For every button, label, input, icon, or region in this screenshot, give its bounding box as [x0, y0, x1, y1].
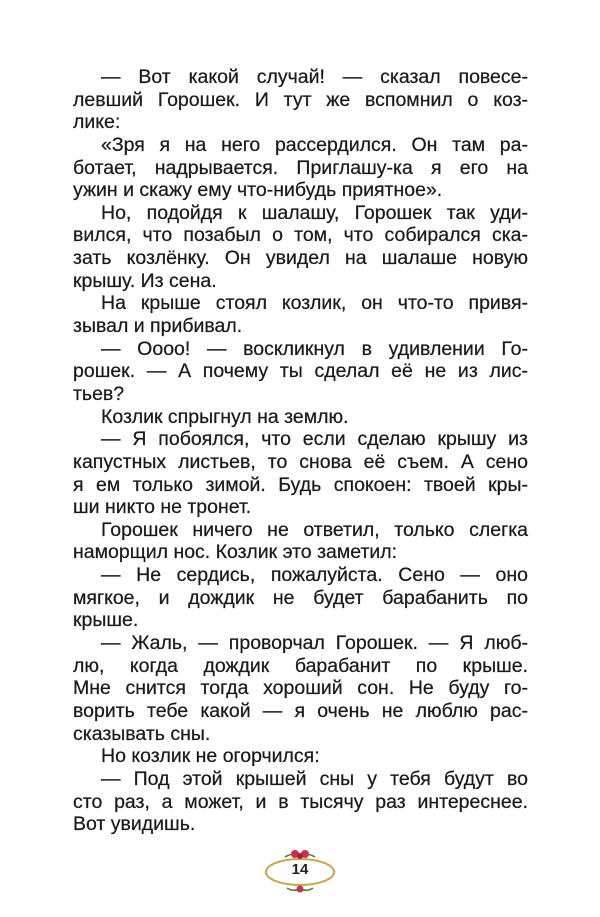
page-number-ornament — [263, 848, 337, 894]
text-line: — Я побоялся, что если сделаю крышу из — [101, 428, 528, 451]
text-line: Горошек ничего не ответил, только слегка — [101, 518, 528, 541]
text-line: Но, подойдя к шалашу, Горошек так уди- — [101, 201, 528, 224]
text-line: сказывать сны. — [73, 722, 211, 745]
text-line: левший Горошек. И тут же вспомнил о коз- — [73, 88, 528, 111]
text-line: Но козлик не огорчился: — [101, 745, 320, 768]
text-line: ши никто не тронет. — [73, 496, 252, 519]
text-line: наморщил нос. Козлик это заметил: — [73, 541, 398, 564]
text-line: лю, когда дождик барабанит по крыше. — [73, 654, 528, 677]
text-line: рошек. — А почему ты сделал её не из лис- — [73, 360, 528, 383]
text-line: — Не сердись, пожалуйста. Сено — оно — [101, 564, 528, 587]
page-number: 14 — [291, 861, 309, 878]
text-line: Козлик спрыгнул на землю. — [101, 405, 349, 428]
text-line: — Жаль, — проворчал Горошек. — Я люб- — [101, 632, 528, 655]
text-line: лике: — [73, 111, 121, 134]
text-line: капустных листьев, то снова её съем. А сено — [73, 450, 528, 473]
page-text — [73, 66, 528, 836]
text-line: зывал и прибивал. — [73, 315, 243, 338]
text-line: — Вот какой случай! — сказал повесе- — [101, 66, 528, 88]
text-line: На крыше стоял козлик, он что-то привя- — [101, 292, 528, 315]
text-line: ботает, надрывается. Приглашу-ка я его на — [73, 156, 528, 179]
text-line: ворить тебе какой — я очень не люблю рас- — [73, 699, 528, 722]
text-line: «Зря я на него рассердился. Он там ра- — [101, 133, 528, 156]
text-line: вился, что позабыл о том, что собирался ска- — [73, 224, 528, 247]
text-line: крыше. — [73, 609, 139, 632]
text-line: сто раз, а может, и в тысячу раз интереснее. — [73, 790, 528, 813]
text-line: тьев? — [73, 382, 125, 405]
text-line: мягкое, и дождик не будет барабанить по — [73, 586, 528, 609]
text-line: крышу. Из сена. — [73, 269, 217, 292]
text-line: — Под этой крышей сны у тебя будут во — [101, 767, 528, 790]
text-line: я ем только зимой. Будь спокоен: твоей кры- — [73, 473, 528, 496]
text-line: ужин и скажу ему что-нибудь приятное». — [73, 179, 443, 202]
text-line: зать козлёнку. Он увидел на шалаше новую — [73, 247, 528, 270]
text-line: Мне снится тогда хороший сон. Не буду го- — [73, 677, 528, 700]
text-line: — Оооо! — воскликнул в удивлении Го- — [101, 337, 528, 360]
text-line: Вот увидишь. — [73, 813, 196, 836]
